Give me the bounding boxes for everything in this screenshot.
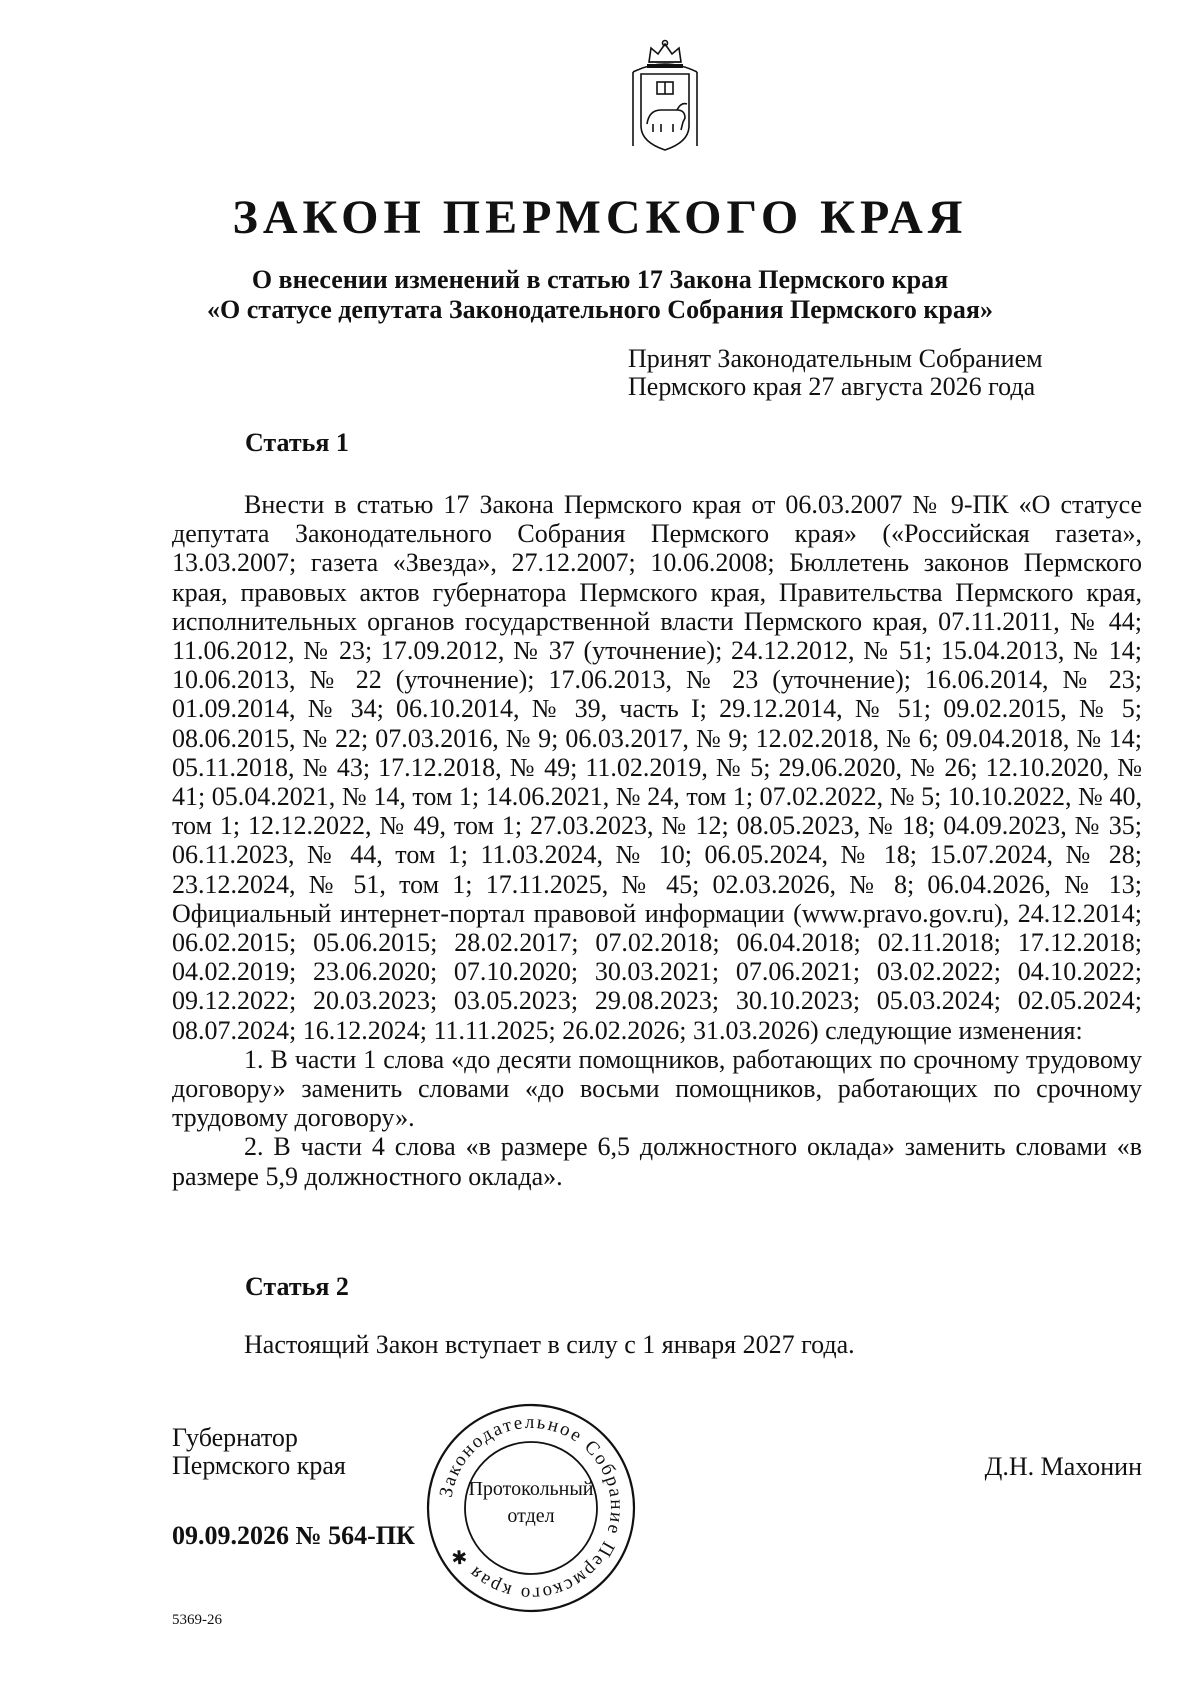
signatory-position-line: Пермского края [172,1451,346,1480]
seal-center-line: Протокольный [468,1478,594,1500]
document-code: 5369-26 [172,1612,222,1628]
law-number: 09.09.2026 № 564-ПК [172,1521,415,1550]
subtitle-line: «О статусе депутата Законодательного Собрания Пермского края» [207,295,993,324]
law-title: ЗАКОН ПЕРМСКОГО КРАЯ [232,191,968,244]
seal-center-line: отдел [507,1505,555,1527]
article-1-item-2: 2. В части 4 слова «в размере 6,5 должностного оклада» заменить словами «в размере 5,9 должностного оклада». [172,1132,1142,1191]
signatory-position [172,1424,346,1480]
adoption-note [628,345,1043,401]
adoption-line: Принят Законодательным Собранием [628,344,1043,373]
subtitle-line: О внесении изменений в статью 17 Закона Пермского края [251,265,949,294]
article-1-item-1: 1. В части 1 слова «до десяти помощников, работающих по срочному трудовому договору» заменить словами «до восьми помощников, работающих по срочному трудовому договору». [172,1044,1142,1133]
article-2-heading: Статья 2 [245,1272,349,1301]
article-1-heading: Статья 1 [245,428,349,457]
article-2-body [172,1330,1142,1359]
law-subtitle [0,265,1200,325]
signatory-position-line: Губернатор [172,1423,298,1452]
official-seal [425,1402,637,1614]
article-2-text: Настоящий Закон вступает в силу с 1 января 2027 года. [244,1330,855,1359]
signatory-name: Д.Н. Махонин [984,1452,1142,1481]
article-1-body [172,490,1142,1191]
svg-text:Законодательное Собрание Пермс: Законодательное Собрание Пермского края ✱ [435,1411,628,1605]
coat-of-arms-emblem [627,38,703,156]
article-1-intro: Внести в статью 17 Закона Пермского края от 06.03.2007 № 9-ПК «О статусе депутата Законодательного Собрания Пермского края» («Российская газета», 13.03.2007; газета «Звезда», 27.12.2007; 10.06.2008; Бюллетень законов Пермского края, правовых актов губернатора Пермского края, Правительства Пермского края, исполнительных органов государственной власти Пермского края, 07.11.2011, № 44; 11.06.2012, № 23; 17.09.2012, № 37 (уточнение); 24.12.2012, № 51; 15.04.2013, № 14; 10.06.2013, № 22 (уточнение); 17.06.2013, № 23 (уточнение); 16.06.2014, № 23; 01.09.2014, № 34; 06.10.2014, № 39, часть I; 29.12.2014, № 51; 09.02.2015, № 5; 08.06.2015, № 22; 07.03.2016, № 9; 06.03.2017, № 9; 12.02.2018, № 6; 09.04.2018, № 14; 05.11.2018, № 43; 17.12.2018, № 49; 11.02.2019, № 5; 29.06.2020, № 26; 12.10.2020, № 41; 05.04.2021, № 14, том 1; 14.06.2021, № 24, том 1; 07.02.2022, № 5; 10.10.2022, № 40, том 1; 12.12.2022, № 49, том 1; 27.03.2023, № 12; 08.05.2023, № 18; 04.09.2023, № 35; 06.11.2023, № 44, том 1; 11.03.2024, № 10; 06.05.2024, № 18; 15.07.2024, № 28; 23.12.2024, № 51, том 1; 17.11.2025, № 45; 02.03.2026, № 8; 06.04.2026, № 13; Официальный интернет-портал правовой информации (www.pravo.gov.ru), 24.12.2014; 06.02.2015; 05.06.2015; 28.02.2017; 07.02.2018; 06.04.2018; 02.11.2018; 17.12.2018; 04.02.2019; 23.06.2020; 07.10.2020; 30.03.2021; 07.06.2021; 03.02.2022; 04.10.2022; 09.12.2022; 20.03.2023; 03.05.2023; 29.08.2023; 30.10.2023; 05.03.2024; 02.05.2024; 08.07.2024; 16.12.2024; 11.11.2025; 26.02.2026; 31.03.2026) следующие изменения: [172,490,1142,1045]
adoption-line: Пермского края 27 августа 2026 года [628,372,1036,401]
seal-center-text [425,1476,637,1530]
